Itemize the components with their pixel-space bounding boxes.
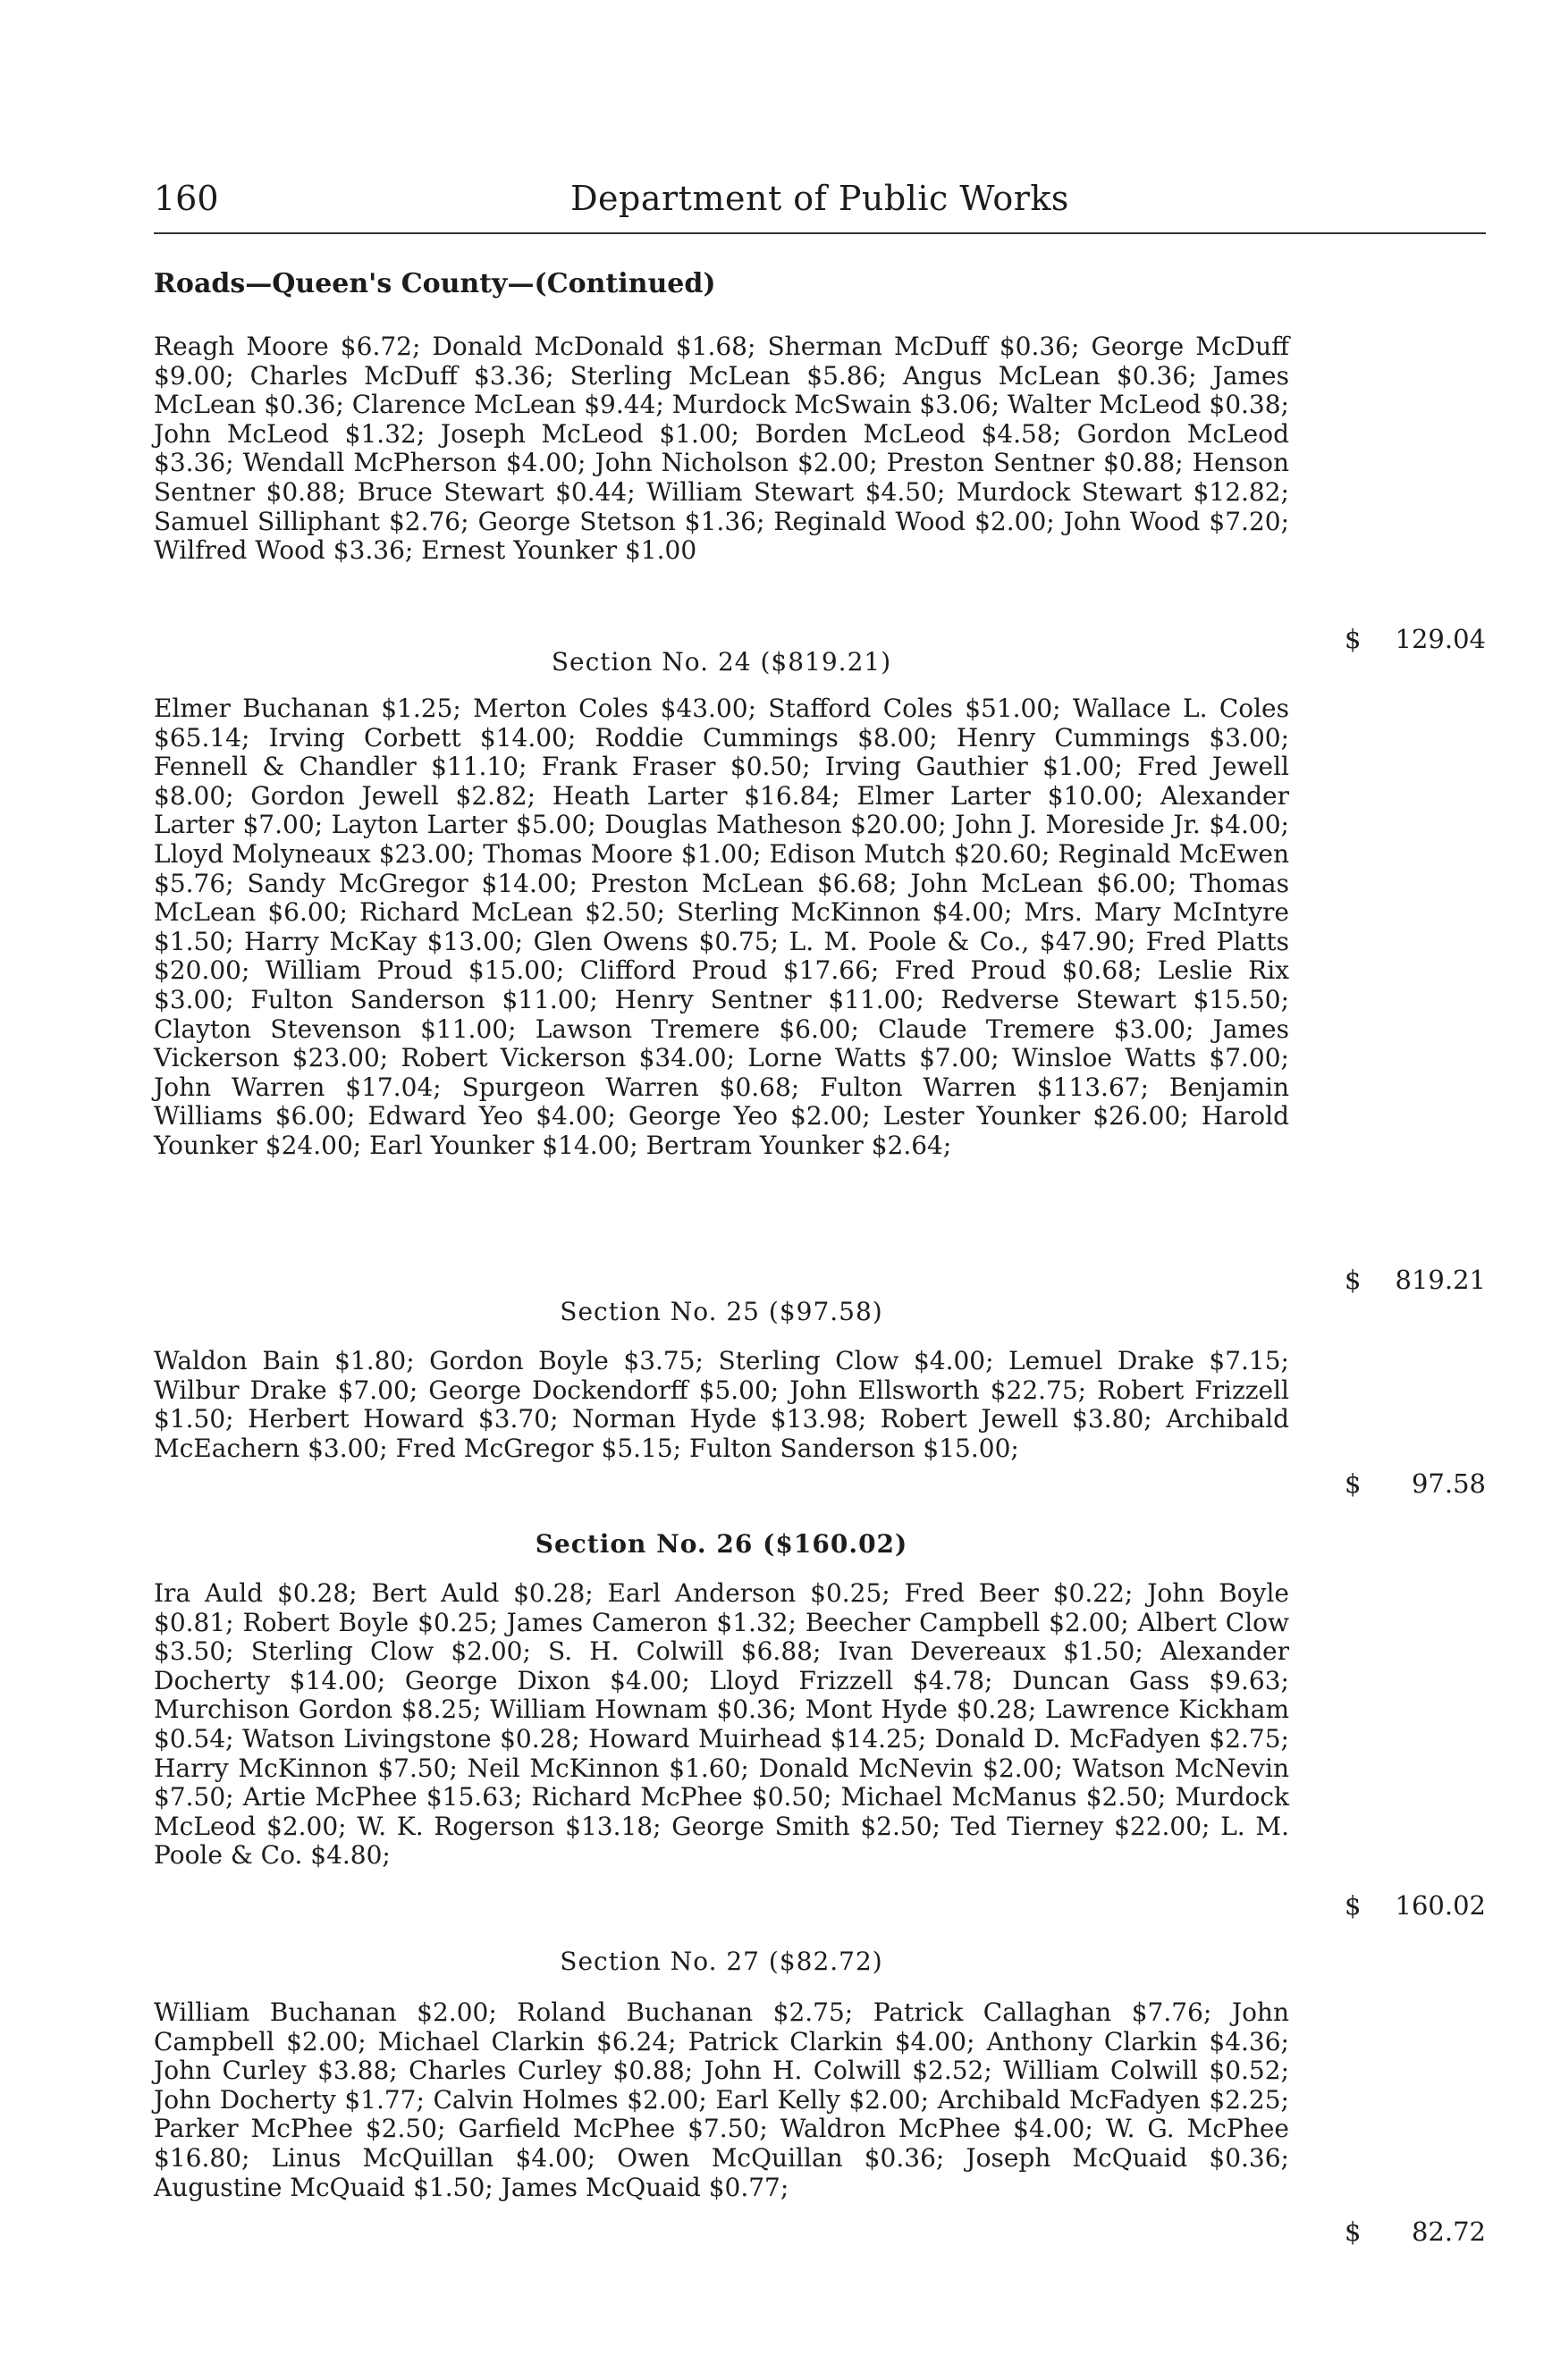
running-title: Department of Public Works <box>570 179 1069 218</box>
currency-symbol: $ <box>1345 1890 1362 1921</box>
page-header <box>154 175 1486 234</box>
total-amount: 160.02 <box>1395 1890 1486 1921</box>
total-amount: 129.04 <box>1395 624 1486 654</box>
total-amount: 97.58 <box>1411 1468 1486 1499</box>
paragraph-section-24: Elmer Buchanan $1.25; Merton Coles $43.00; Stafford Coles $51.00; Wallace L. Coles $65.14; Irving Corbett $14.00; Roddie Cummings $8.00; Henry Cummings $3.00; Fennell & Chandler $11.10; Frank Fraser $0.50; Irving Gauthier $1.00; Fred Jewell $8.00; Gordon Jewell $2.82; Heath Larter $16.84; Elmer Larter $10.00; Alexander Larter $7.00; Layton Larter $5.00; Douglas Matheson $20.00; John J. Moreside Jr. $4.00; Lloyd Molyneaux $23.00; Thomas Moore $1.00; Edison Mutch $20.60; Reginald McEwen $5.76; Sandy McGregor $14.00; Preston McLean $6.68; John McLean $6.00; Thomas McLean $6.00; Richard McLean $2.50; Sterling McKinnon $4.00; Mrs. Mary McIntyre $1.50; Harry McKay $13.00; Glen Owens $0.75; L. M. Poole & Co., $47.90; Fred Platts $20.00; William Proud $15.00; Clifford Proud $17.66; Fred Proud $0.68; Leslie Rix $3.00; Fulton Sanderson $11.00; Henry Sentner $11.00; Redverse Stewart $15.50; Clayton Stevenson $11.00; Lawson Tremere $6.00; Claude Tremere $3.00; James Vickerson $23.00; Robert Vickerson $34.00; Lorne Watts $7.00; Winsloe Watts $7.00; John Warren $17.04; Spurgeon Warren $0.68; Fulton Warren $113.67; Benjamin Williams $6.00; Edward Yeo $4.00; George Yeo $2.00; Lester Younker $26.00; Harold Younker $24.00; Earl Younker $14.00; Bertram Younker $2.64; <box>154 694 1289 1160</box>
total-amount: 819.21 <box>1395 1265 1486 1295</box>
page-number: 160 <box>154 179 219 218</box>
currency-symbol: $ <box>1345 624 1362 654</box>
total-amount: 82.72 <box>1411 2216 1486 2247</box>
section-heading-26: Section No. 26 ($160.02) <box>535 1529 908 1559</box>
section-heading-25: Section No. 25 ($97.58) <box>560 1297 883 1326</box>
paragraph-section-25: Waldon Bain $1.80; Gordon Boyle $3.75; Sterling Clow $4.00; Lemuel Drake $7.15; Wilbur Drake $7.00; George Dockendorff $5.00; John Ellsworth $22.75; Robert Frizzell $1.50; Herbert Howard $3.70; Norman Hyde $13.98; Robert Jewell $3.80; Archibald McEachern $3.00; Fred McGregor $5.15; Fulton Sanderson $15.00; <box>154 1346 1289 1463</box>
section-heading-27: Section No. 27 ($82.72) <box>560 1947 883 1976</box>
section-subheading: Roads—Queen's County—(Continued) <box>154 268 716 299</box>
paragraph-continued: Reagh Moore $6.72; Donald McDonald $1.68; Sherman McDuff $0.36; George McDuff $9.00; Charles McDuff $3.36; Sterling McLean $5.86; Angus McLean $0.36; James McLean $0.36; Clarence McLean $9.44; Murdock McSwain $3.06; Walter McLeod $0.38; John McLeod $1.32; Joseph McLeod $1.00; Borden McLeod $4.58; Gordon McLeod $3.36; Wendall McPherson $4.00; John Nicholson $2.00; Preston Sentner $0.88; Henson Sentner $0.88; Bruce Stewart $0.44; William Stewart $4.50; Murdock Stewart $12.82; Samuel Silliphant $2.76; George Stetson $1.36; Reginald Wood $2.00; John Wood $7.20; Wilfred Wood $3.36; Ernest Younker $1.00 <box>154 332 1289 566</box>
currency-symbol: $ <box>1345 1468 1362 1499</box>
paragraph-section-26: Ira Auld $0.28; Bert Auld $0.28; Earl Anderson $0.25; Fred Beer $0.22; John Boyle $0.81; Robert Boyle $0.25; James Cameron $1.32; Beecher Campbell $2.00; Albert Clow $3.50; Sterling Clow $2.00; S. H. Colwill $6.88; Ivan Devereaux $1.50; Alexander Docherty $14.00; George Dixon $4.00; Lloyd Frizzell $4.78; Duncan Gass $9.63; Murchison Gordon $8.25; William Hownam $0.36; Mont Hyde $0.28; Lawrence Kickham $0.54; Watson Livingstone $0.28; Howard Muirhead $14.25; Donald D. McFadyen $2.75; Harry McKinnon $7.50; Neil McKinnon $1.60; Donald McNevin $2.00; Watson McNevin $7.50; Artie McPhee $15.63; Richard McPhee $0.50; Michael McManus $2.50; Murdock McLeod $2.00; W. K. Rogerson $13.18; George Smith $2.50; Ted Tierney $22.00; L. M. Poole & Co. $4.80; <box>154 1578 1289 1871</box>
currency-symbol: $ <box>1345 1265 1362 1295</box>
section-heading-24: Section No. 24 ($819.21) <box>551 647 892 677</box>
currency-symbol: $ <box>1345 2216 1362 2247</box>
paragraph-section-27: William Buchanan $2.00; Roland Buchanan $2.75; Patrick Callaghan $7.76; John Campbell $2.00; Michael Clarkin $6.24; Patrick Clarkin $4.00; Anthony Clarkin $4.36; John Curley $3.88; Charles Curley $0.88; John H. Colwill $2.52; William Colwill $0.52; John Docherty $1.77; Calvin Holmes $2.00; Earl Kelly $2.00; Archibald McFadyen $2.25; Parker McPhee $2.50; Garfield McPhee $7.50; Waldron McPhee $4.00; W. G. McPhee $16.80; Linus McQuillan $4.00; Owen McQuillan $0.36; Joseph McQuaid $0.36; Augustine McQuaid $1.50; James McQuaid $0.77; <box>154 1997 1289 2202</box>
